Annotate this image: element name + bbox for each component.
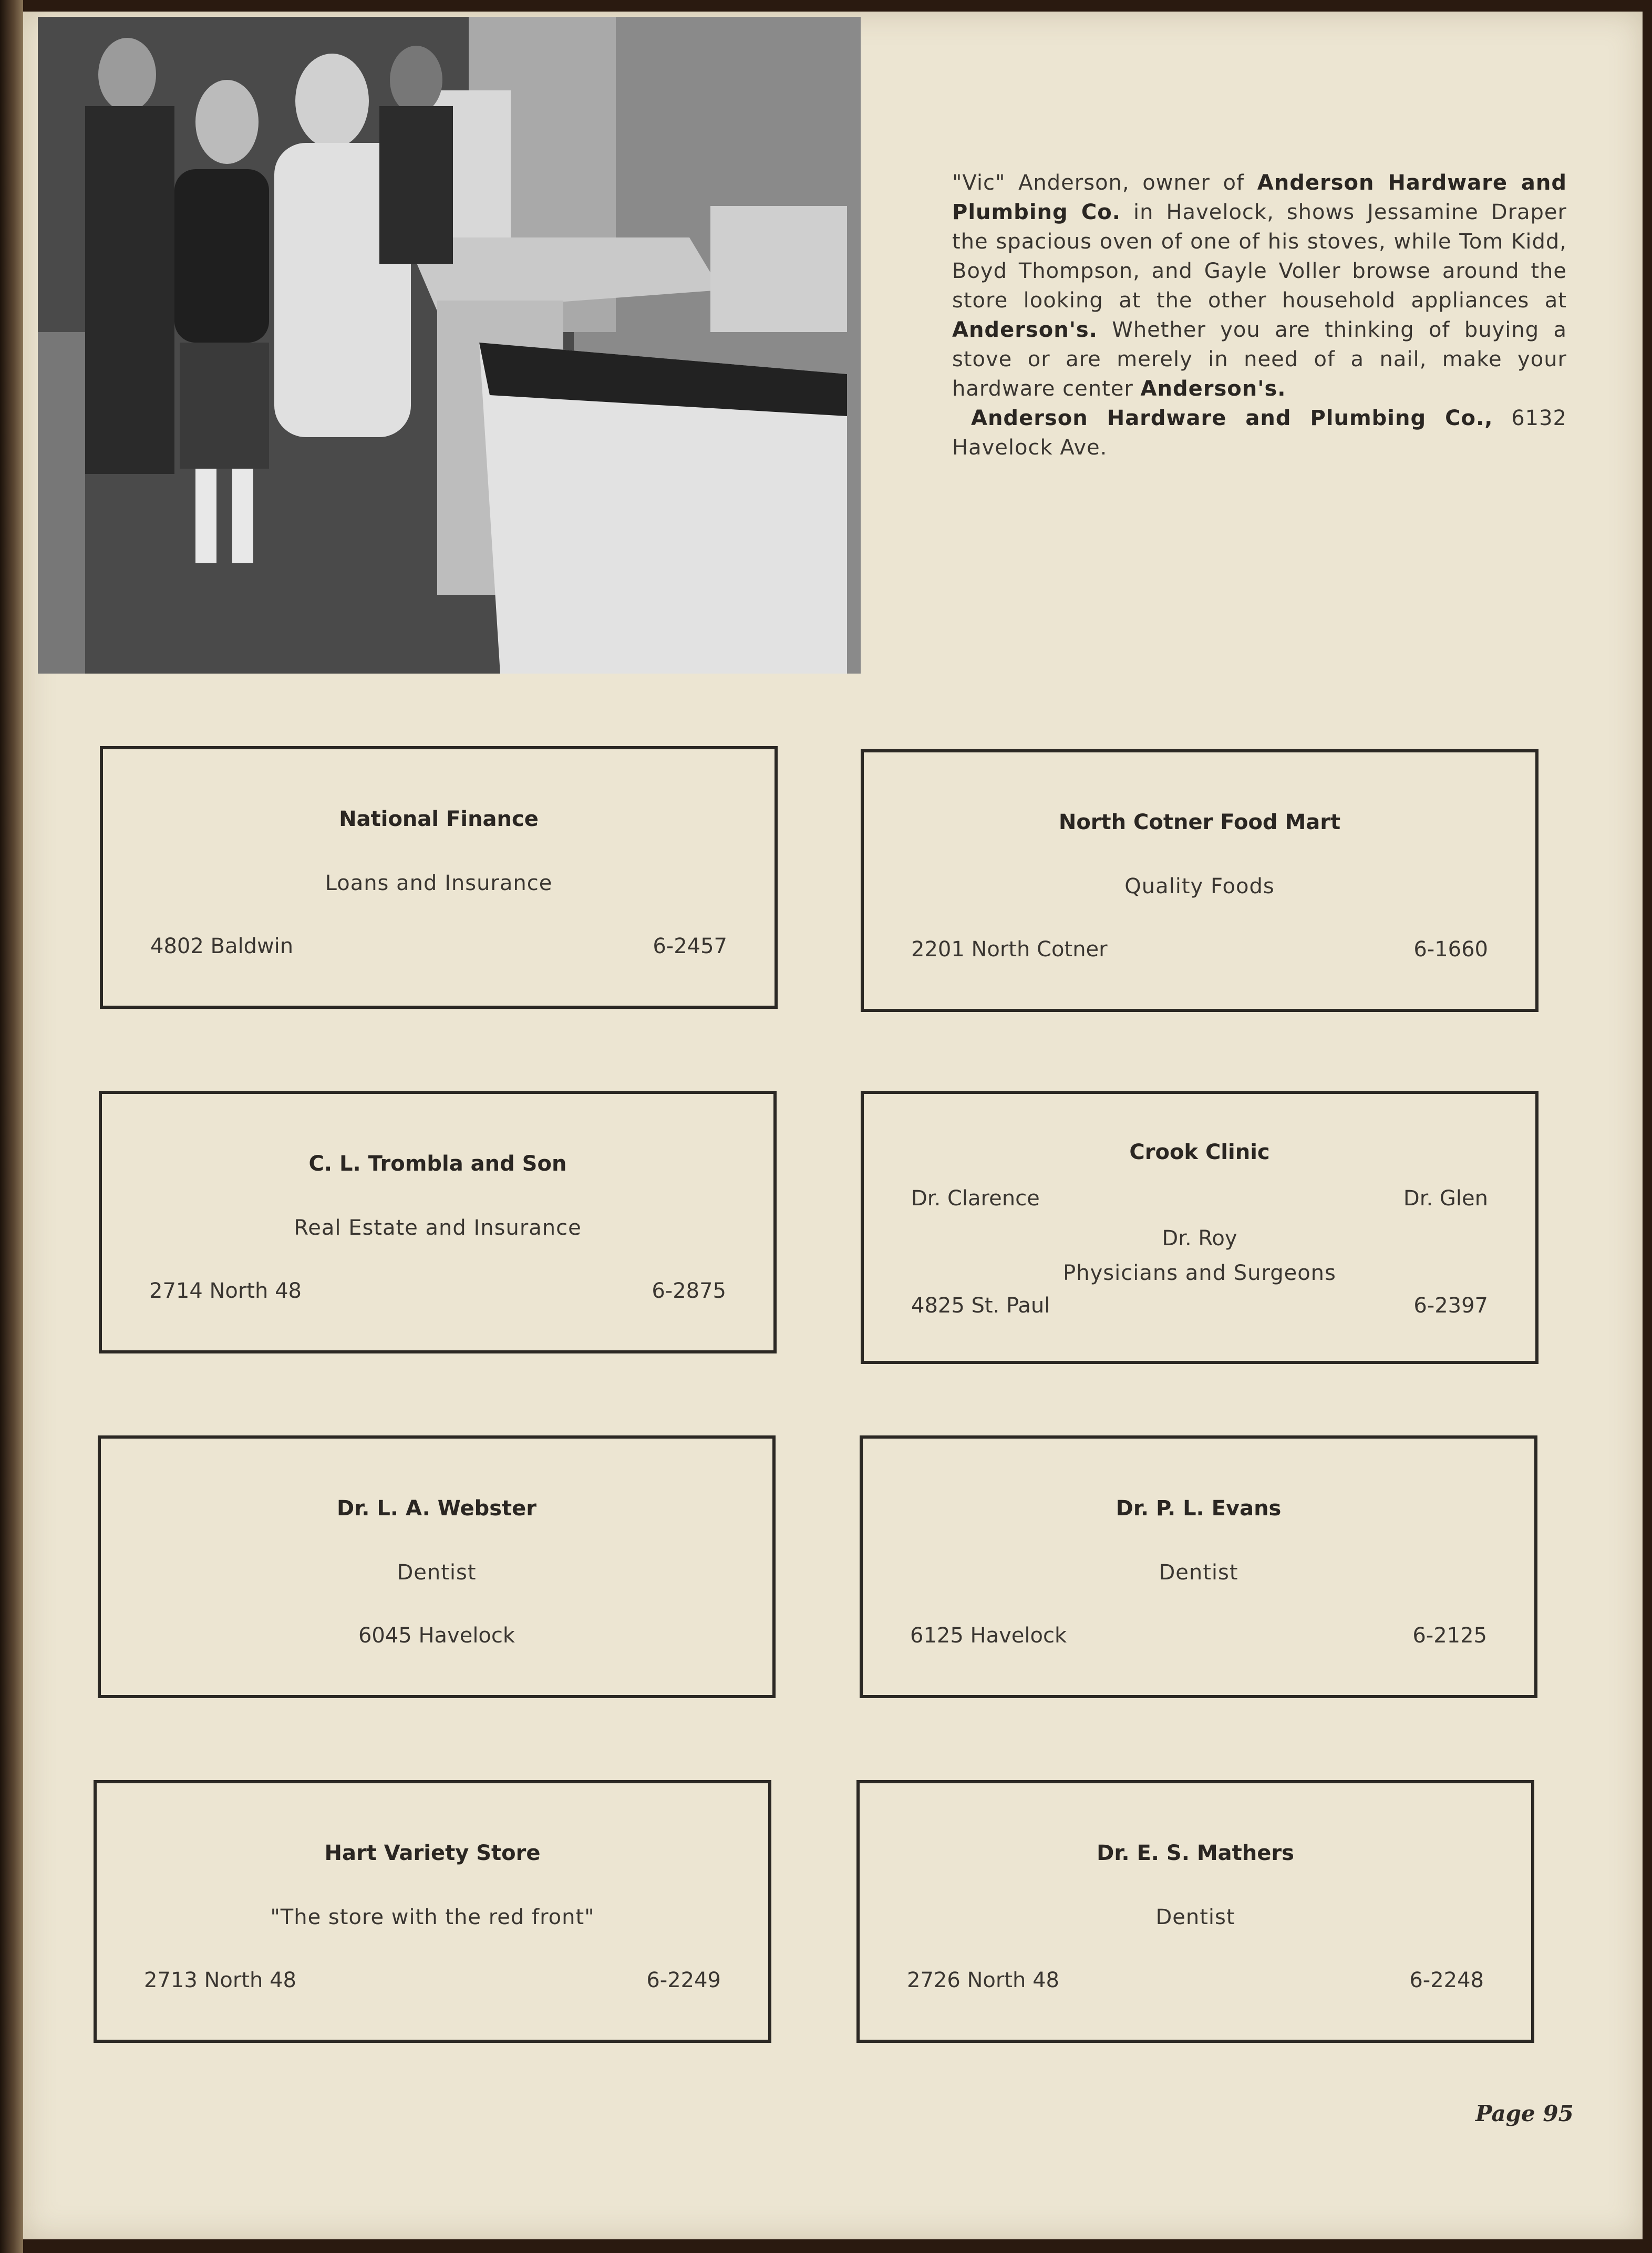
ad-trombla-and-son [99, 1091, 777, 1353]
ad-tagline: Dentist [1155, 1905, 1235, 1929]
ad-evans-dentist [860, 1435, 1537, 1698]
ad-tagline: Real Estate and Insurance [294, 1216, 582, 1240]
ad-doctor-right: Dr. Glen [1403, 1186, 1488, 1211]
ad-tagline: "The store with the red front" [270, 1905, 595, 1929]
ad-phone: 6-2397 [1413, 1294, 1488, 1318]
yearbook-page [23, 12, 1643, 2239]
ad-phone: 6-2248 [1409, 1968, 1484, 1992]
ad-phone: 6-2249 [646, 1968, 721, 1992]
ad-address: 2201 North Cotner [911, 937, 1108, 962]
caption-part-bold: Anderson's. [952, 318, 1098, 342]
ad-name: North Cotner Food Mart [1058, 810, 1341, 834]
ad-phone: 6-2125 [1412, 1624, 1487, 1648]
caption-address [952, 404, 1567, 462]
page-number: Page 95 [1475, 2101, 1574, 2126]
ad-north-cotner-food-mart [861, 749, 1539, 1012]
caption-address-text: 6132 Havelock Ave. [952, 406, 1567, 460]
ad-address: 6125 Havelock [910, 1624, 1067, 1648]
caption-body [952, 168, 1567, 404]
ad-phone: 6-2457 [653, 934, 727, 958]
caption-part: "Vic" Anderson, owner of [952, 171, 1257, 195]
ad-webster-dentist [98, 1435, 776, 1698]
ad-tagline: Dentist [397, 1560, 477, 1585]
ad-address: 4825 St. Paul [911, 1294, 1050, 1318]
ad-name: Crook Clinic [1129, 1140, 1270, 1164]
ad-doctor-middle: Dr. Roy [1162, 1226, 1237, 1250]
ad-doctor-left: Dr. Clarence [911, 1186, 1040, 1211]
ad-name: National Finance [339, 807, 539, 831]
caption-part: Whether you are thinking of buying a stove or are merely in need of a nail, make your hardware center [952, 318, 1567, 401]
caption-part-bold: Anderson Hardware and Plumbing Co. [952, 171, 1567, 224]
ad-address: 2713 North 48 [144, 1968, 296, 1992]
ad-national-finance [100, 746, 778, 1009]
photo-caption [952, 168, 1567, 462]
ad-tagline: Physicians and Surgeons [1063, 1261, 1336, 1285]
ad-name: Dr. L. A. Webster [336, 1496, 537, 1521]
ad-address: 2726 North 48 [907, 1968, 1059, 1992]
ad-address: 2714 North 48 [149, 1279, 302, 1303]
ad-crook-clinic [861, 1091, 1539, 1364]
caption-part-bold: Anderson's. [1140, 377, 1286, 401]
ad-hart-variety-store [94, 1780, 771, 2043]
ad-tagline: Quality Foods [1124, 874, 1275, 898]
ad-tagline: Loans and Insurance [325, 871, 553, 895]
ad-address: 4802 Baldwin [150, 934, 294, 958]
ad-name: Dr. E. S. Mathers [1097, 1841, 1294, 1865]
ad-phone: 6-1660 [1413, 937, 1488, 962]
ad-phone: 6-2875 [652, 1279, 726, 1303]
ad-name: C. L. Trombla and Son [308, 1152, 567, 1176]
ad-name: Dr. P. L. Evans [1116, 1496, 1282, 1521]
ad-mathers-dentist [856, 1780, 1534, 2043]
ad-address: 6045 Havelock [358, 1624, 515, 1648]
ad-name: Hart Variety Store [324, 1841, 541, 1865]
book-spine [0, 0, 23, 2253]
caption-part: in Havelock, shows Jessamine Draper the spacious oven of one of his stoves, while Tom Kidd, Boyd Thompson, and Gayle Voller browse around the store looking at the other household appliances at [952, 200, 1567, 313]
ad-tagline: Dentist [1159, 1560, 1238, 1585]
store-photo [38, 17, 861, 674]
caption-address-bold: Anderson Hardware and Plumbing Co., [971, 406, 1493, 430]
